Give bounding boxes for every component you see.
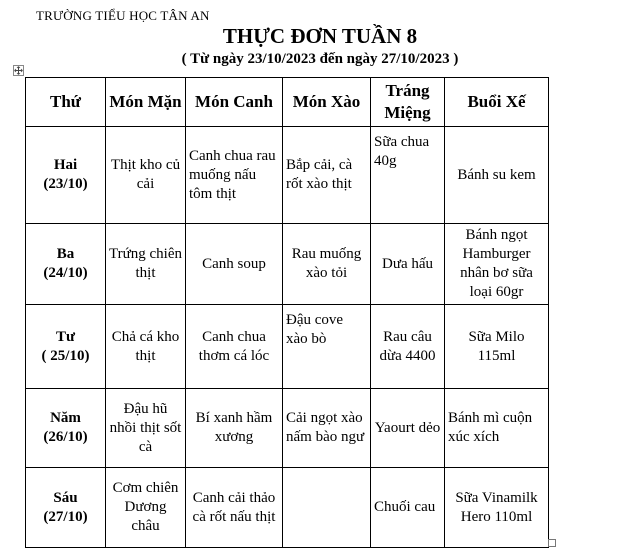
snack-cell: Bánh mì cuộn xúc xích	[445, 389, 549, 468]
day-name: Năm	[50, 410, 81, 426]
main-dish-cell: Chả cá kho thịt	[106, 305, 186, 389]
table-row	[26, 224, 549, 305]
header-main-dish: Món Mặn	[106, 78, 186, 127]
school-name: TRƯỜNG TIỂU HỌC TÂN AN	[36, 8, 210, 23]
snack-cell: Bánh su kem	[445, 127, 549, 224]
main-dish-cell: Thịt kho củ cải	[106, 127, 186, 224]
snack-cell: Sữa Vinamilk Hero 110ml	[445, 468, 549, 548]
soup-cell: Bí xanh hầm xương	[186, 389, 283, 468]
day-cell	[26, 468, 106, 548]
day-name: Ba	[56, 246, 75, 262]
table-resize-handle[interactable]	[548, 539, 556, 547]
header-dessert: Tráng Miệng	[371, 78, 445, 127]
table-row	[26, 127, 549, 224]
table-row	[26, 389, 549, 468]
dessert-cell: Chuối cau	[371, 468, 445, 548]
soup-cell: Canh cải thảo cà rốt nấu thịt	[186, 468, 283, 548]
soup-cell: Canh chua thơm cá lóc	[186, 305, 283, 389]
header-row	[26, 78, 549, 127]
soup-cell: Canh chua rau muống nấu tôm thịt	[186, 127, 283, 224]
header-snack: Buổi Xế	[445, 78, 549, 127]
dessert-cell: Sữa chua 40g	[371, 127, 445, 224]
day-cell	[26, 389, 106, 468]
dessert-cell: Dưa hấu	[371, 224, 445, 305]
stir-fry-cell	[283, 468, 371, 548]
day-cell	[26, 305, 106, 389]
date-range-subtitle: ( Từ ngày 23/10/2023 đến ngày 27/10/2023 )	[181, 51, 459, 67]
table-row	[26, 305, 549, 389]
day-cell	[26, 127, 106, 224]
table-row	[26, 468, 549, 548]
day-date: ( 25/10)	[41, 347, 90, 364]
weekly-menu-table	[25, 77, 549, 548]
day-date: (27/10)	[43, 508, 88, 525]
day-date: (24/10)	[43, 265, 88, 281]
snack-cell: Sữa Milo 115ml	[445, 305, 549, 389]
day-name: Tư	[55, 328, 75, 345]
main-dish-cell: Trứng chiên thịt	[106, 224, 186, 305]
soup-cell: Canh soup	[186, 224, 283, 305]
table-move-handle-icon[interactable]	[13, 65, 24, 76]
day-date: (26/10)	[43, 429, 88, 445]
stir-fry-cell: Đậu cove xào bò	[283, 305, 371, 389]
dessert-cell: Yaourt dẻo	[371, 389, 445, 468]
day-date: (23/10)	[43, 176, 88, 192]
stir-fry-cell: Rau muống xào tỏi	[283, 224, 371, 305]
day-cell	[26, 224, 106, 305]
dessert-cell: Rau câu dừa 4400	[371, 305, 445, 389]
day-name: Sáu	[53, 489, 78, 506]
stir-fry-cell: Bắp cải, cà rốt xào thịt	[283, 127, 371, 224]
header-day: Thứ	[26, 78, 106, 127]
main-dish-cell: Cơm chiên Dương châu	[106, 468, 186, 548]
header-stir-fry: Món Xào	[283, 78, 371, 127]
day-name: Hai	[53, 157, 78, 173]
stir-fry-cell: Cải ngọt xào nấm bào ngư	[283, 389, 371, 468]
document-title: THỰC ĐƠN TUẦN 8	[222, 24, 418, 48]
main-dish-cell: Đậu hũ nhồi thịt sốt cà	[106, 389, 186, 468]
snack-cell: Bánh ngọt Hamburger nhân bơ sữa loại 60gr	[445, 224, 549, 305]
header-soup: Món Canh	[186, 78, 283, 127]
